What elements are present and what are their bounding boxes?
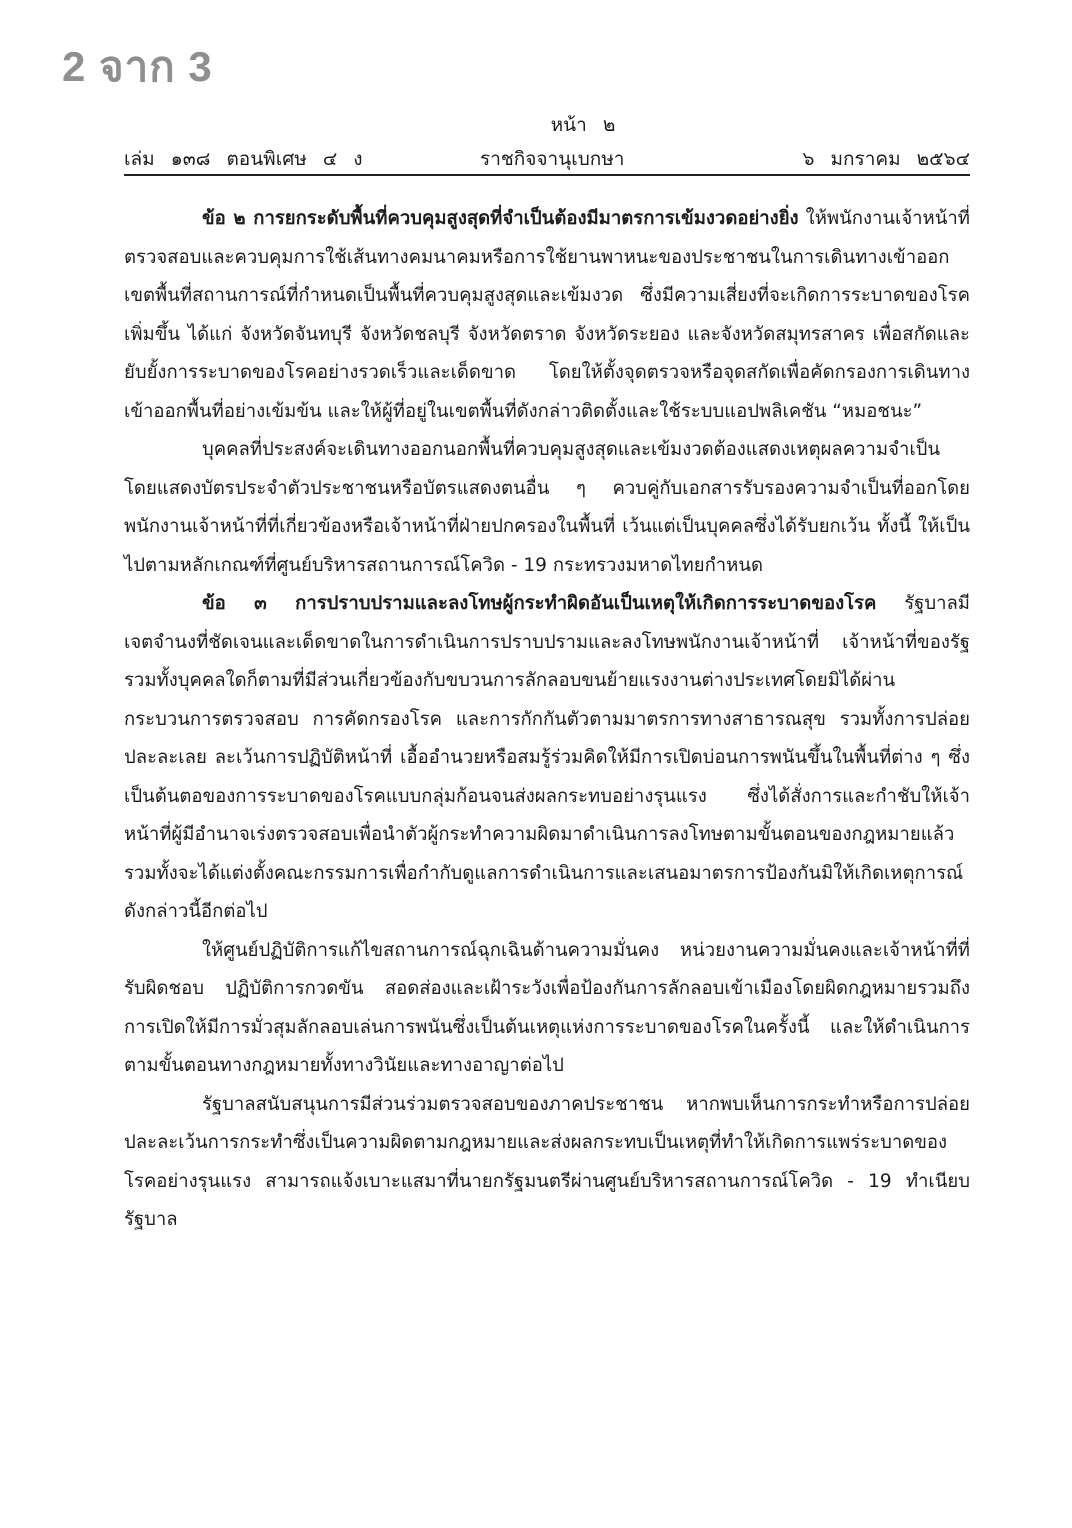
- clause-2-paragraph: [124, 200, 970, 431]
- clause-2-heading: ข้อ ๒ การยกระดับพื้นที่ควบคุมสูงสุดที่จำเป็นต้องมีมาตรการเข้มงวดอย่างยิ่ง: [202, 208, 799, 229]
- volume-info: เล่ม ๑๓๘ ตอนพิเศษ ๔ ง: [124, 148, 363, 170]
- publication-date: ๖ มกราคม ๒๕๖๔: [802, 148, 970, 170]
- gazette-name: ราชกิจจานุเบกษา: [480, 148, 625, 170]
- clause-3-heading: ข้อ ๓ การปราบปรามและลงโทษผู้กระทำผิดอันเป็นเหตุให้เกิดการระบาดของโรค: [202, 593, 877, 614]
- clause-3-paragraph: [124, 585, 970, 932]
- clause-2-exception-paragraph: [124, 431, 970, 585]
- public-participation-text: รัฐบาลสนับสนุนการมีส่วนร่วมตรวจสอบของภาคประชาชน หากพบเห็นการกระทำหรือการปล่อยปละละเว้นการกระทำซึ่งเป็นความผิดตามกฎหมายและส่งผลกระทบเป็นเหตุที่ทำให้เกิดการแพร่ระบาดของโรคอย่างรุนแรง สามารถแจ้งเบาะแสมาที่นายกรัฐมนตรีผ่านศูนย์บริหารสถานการณ์โควิด - 19 ทำเนียบรัฐบาล: [124, 1093, 970, 1230]
- clause-2-exception-text: บุคคลที่ประสงค์จะเดินทางออกนอกพื้นที่ควบคุมสูงสุดและเข้มงวดต้องแสดงเหตุผลความจำเป็นโดยแสดงบัตรประจำตัวประชาชนหรือบัตรแสดงตนอื่น ๆ ควบคู่กับเอกสารรับรองความจำเป็นที่ออกโดยพนักงานเจ้าหน้าที่ที่เกี่ยวข้องหรือเจ้าหน้าที่ฝ่ายปกครองในพื้นที่ เว้นแต่เป็นบุคคลซึ่งได้รับยกเว้น ทั้งนี้ ให้เป็นไปตามหลักเกณฑ์ที่ศูนย์บริหารสถานการณ์โควิด - 19 กระทรวงมหาดไทยกำหนด: [124, 439, 970, 576]
- clause-2-text: ให้พนักงานเจ้าหน้าที่ตรวจสอบและควบคุมการใช้เส้นทางคมนาคมหรือการใช้ยานพาหนะของประชาชนในการเดินทางเข้าออกเขตพื้นที่สถานการณ์ที่กำหนดเป็นพื้นที่ควบคุมสูงสุดและเข้มงวด ซึ่งมีความเสี่ยงที่จะเกิดการระบาดของโรคเพิ่มขึ้น ได้แก่ จังหวัดจันทบุรี จังหวัดชลบุรี จังหวัดตราด จังหวัดระยอง และจังหวัดสมุทรสาคร เพื่อสกัดและยับยั้งการระบาดของโรคอย่างรวดเร็วและเด็ดขาด โดยให้ตั้งจุดตรวจหรือจุดสกัดเพื่อคัดกรองการเดินทางเข้าออกพื้นที่อย่างเข้มข้น และให้ผู้ที่อยู่ในเขตพื้นที่ดังกล่าวติดตั้งและใช้ระบบแอปพลิเคชัน “หมอชนะ”: [124, 208, 970, 422]
- clause-3-text: รัฐบาลมีเจตจำนงที่ชัดเจนและเด็ดขาดในการดำเนินการปราบปรามและลงโทษพนักงานเจ้าหน้าที่ เจ้าหน้าที่ของรัฐ รวมทั้งบุคคลใดก็ตามที่มีส่วนเกี่ยวข้องกับขบวนการลักลอบขนย้ายแรงงานต่างประเทศโดยมิได้ผ่านกระบวนการตรวจสอบ การคัดกรองโรค และการกักกันตัวตามมาตรการทางสาธารณสุข รวมทั้งการปล่อยปละละเลย ละเว้นการปฏิบัติหน้าที่ เอื้ออำนวยหรือสมรู้ร่วมคิดให้มีการเปิดบ่อนการพนันขึ้นในพื้นที่ต่าง ๆ ซึ่งเป็นต้นตอของการระบาดของโรคแบบกลุ่มก้อนจนส่งผลกระทบอย่างรุนแรง ซึ่งได้สั่งการและกำชับให้เจ้าหน้าที่ผู้มีอำนาจเร่งตรวจสอบเพื่อนำตัวผู้กระทำความผิดมาดำเนินการลงโทษตามขั้นตอนของกฎหมายแล้ว รวมทั้งจะได้แต่งตั้งคณะกรรมการเพื่อกำกับดูแลการดำเนินการและเสนอมาตรการป้องกันมิให้เกิดเหตุการณ์ดังกล่าวนี้อีกต่อไป: [124, 593, 970, 922]
- public-participation-paragraph: [124, 1086, 970, 1240]
- security-center-text: ให้ศูนย์ปฏิบัติการแก้ไขสถานการณ์ฉุกเฉินด้านความมั่นคง หน่วยงานความมั่นคงและเจ้าหน้าที่ที่รับผิดชอบ ปฏิบัติการกวดขัน สอดส่องและเฝ้าระวังเพื่อป้องกันการลักลอบเข้าเมืองโดยผิดกฎหมายรวมถึงการเปิดให้มีการมั่วสุมลักลอบเล่นการพนันซึ่งเป็นต้นเหตุแห่งการระบาดของโรคในครั้งนี้ และให้ดำเนินการตามขั้นตอนทางกฎหมายทั้งทางวินัยและทางอาญาต่อไป: [124, 939, 970, 1076]
- page-number: หน้า ๒: [550, 114, 616, 136]
- page-indicator: 2 จาก 3: [62, 43, 213, 90]
- security-center-paragraph: [124, 932, 970, 1086]
- gazette-header: [124, 106, 970, 176]
- document-body: [124, 200, 970, 1240]
